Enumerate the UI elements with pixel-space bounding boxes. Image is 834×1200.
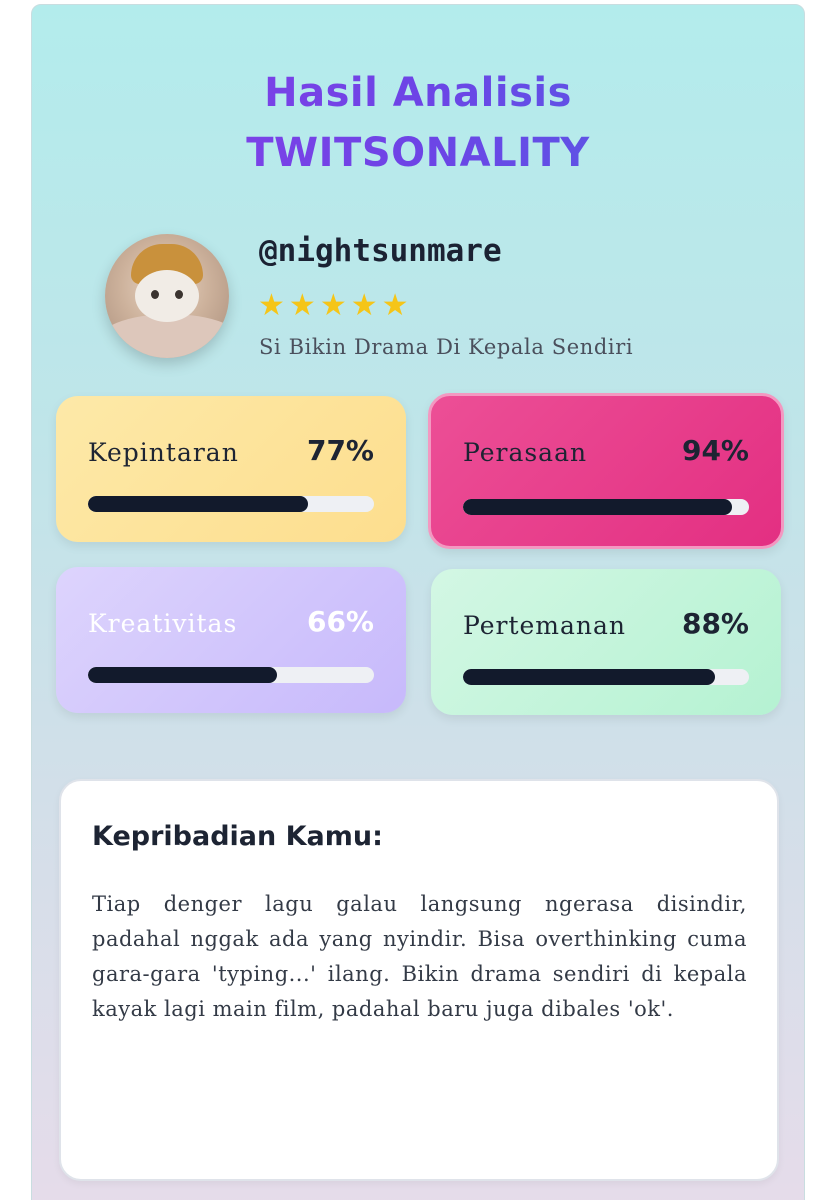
star-rating	[258, 289, 409, 323]
progress-fill	[463, 669, 715, 685]
username: @nightsunmare	[259, 233, 502, 269]
progress-fill	[463, 499, 732, 515]
progress-fill	[88, 667, 277, 683]
stat-percent: 88%	[681, 607, 749, 640]
stat-percent: 94%	[681, 434, 749, 467]
progress-track	[463, 669, 749, 685]
stat-name: Perasaan	[463, 438, 588, 467]
personality-panel	[59, 779, 779, 1181]
stat-percent: 77%	[306, 434, 374, 467]
cat-avatar-icon	[105, 234, 229, 358]
stat-card-kepintaran	[56, 396, 406, 542]
progress-track	[463, 499, 749, 515]
stat-name: Kepintaran	[88, 438, 239, 467]
star-icon: ★	[319, 288, 347, 323]
stat-name: Kreativitas	[88, 609, 238, 638]
stat-percent: 66%	[306, 605, 374, 638]
personality-label: Si Bikin Drama Di Kepala Sendiri	[259, 335, 634, 359]
star-icon: ★	[350, 288, 378, 323]
personality-description: Tiap denger lagu galau langsung ngerasa disindir, padahal nggak ada yang nyindir. Bisa overthinking cuma gara-gara 'typing...' ilang. Bikin drama sendiri di kepala kayak lagi main film, padahal baru juga dibales 'ok'.	[92, 892, 747, 1021]
star-icon: ★	[381, 288, 409, 323]
stat-name: Pertemanan	[463, 611, 627, 640]
stat-card-pertemanan	[431, 569, 781, 715]
progress-track	[88, 496, 374, 512]
star-icon: ★	[258, 288, 285, 323]
stat-card-perasaan	[428, 393, 784, 549]
title-line-1: Hasil Analisis	[264, 70, 572, 116]
progress-fill	[88, 496, 308, 512]
title-line-2: TWITSONALITY	[246, 130, 590, 176]
stat-card-kreativitas	[56, 567, 406, 713]
personality-heading: Kepribadian Kamu:	[92, 821, 383, 852]
star-icon: ★	[288, 288, 316, 323]
progress-track	[88, 667, 374, 683]
result-card	[31, 4, 805, 1200]
page-title	[32, 63, 804, 183]
